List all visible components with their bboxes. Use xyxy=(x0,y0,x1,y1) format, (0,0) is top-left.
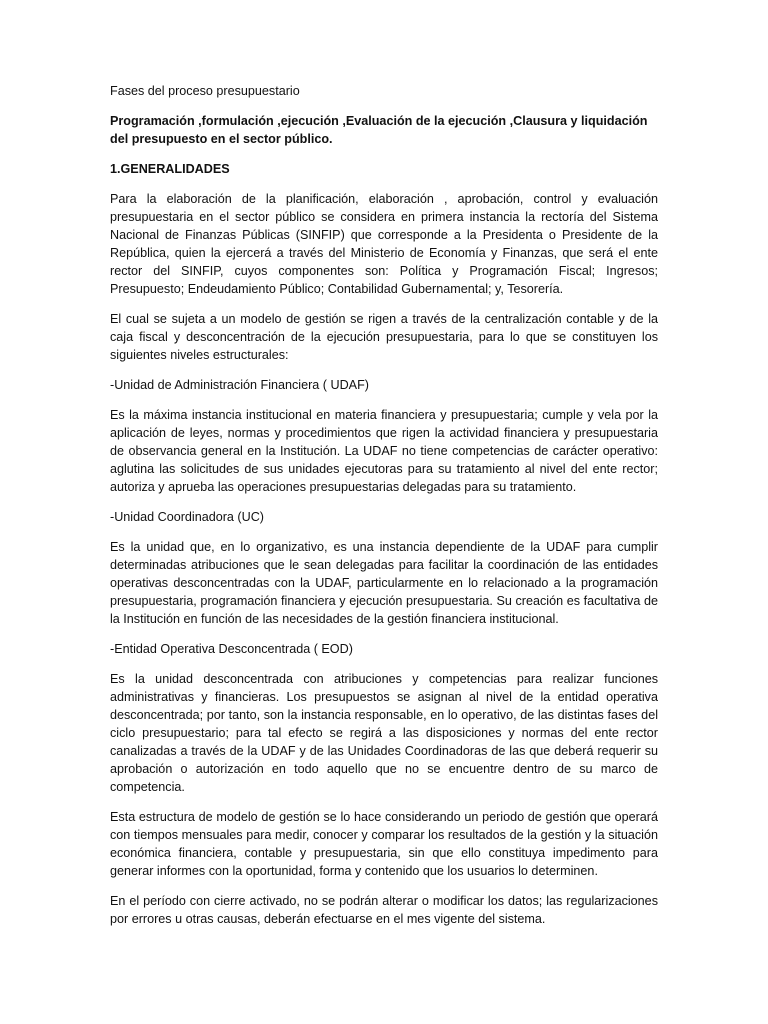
document-title: Fases del proceso presupuestario xyxy=(110,84,300,98)
document-page xyxy=(110,82,658,940)
paragraph-intro: Para la elaboración de la planificación, elaboración , aprobación, control y evaluación presupuestaria en el sector público se considera en primera instancia la rectoría del Sistema Nacional de Finanzas Públicas (SINFIP) que corresponde a la Presidenta o Presidente de la República, quien la ejercerá a través del Ministerio de Economía y Finanzas, que será el ente rector del SINFIP, cuyos componentes son: Política y Programación Fiscal; Ingresos; Presupuesto; Endeudamiento Público; Contabilidad Gubernamental; y, Tesorería. xyxy=(110,192,658,296)
section-heading-generalidades: 1.GENERALIDADES xyxy=(110,162,230,176)
unit-text-udaf: Es la máxima instancia institucional en materia financiera y presupuestaria; cumple y vela por la aplicación de leyes, normas y procedimientos que rigen la actividad financiera y presupuestaria de observancia general en la Institución. La UDAF no tiene competencias de carácter operativo: aglutina las solicitudes de sus unidades ejecutoras para su tratamiento al nivel del ente rector; autoriza y aprueba las operaciones presupuestarias delegadas para su tratamiento. xyxy=(110,408,658,494)
paragraph-structure: Esta estructura de modelo de gestión se lo hace considerando un periodo de gestión que operará con tiempos mensuales para medir, conocer y comparar los resultados de la gestión y la situación económica financiera, contable y presupuestaria, sin que ello constituya impedimento para generar informes con la oportunidad, forma y contenido que los usuarios lo determinen. xyxy=(110,810,658,878)
paragraph-closing: En el período con cierre activado, no se podrán alterar o modificar los datos; las regularizaciones por errores u otras causas, deberán efectuarse en el mes vigente del sistema. xyxy=(110,894,658,926)
unit-heading-uc: -Unidad Coordinadora (UC) xyxy=(110,510,264,524)
unit-text-uc: Es la unidad que, en lo organizativo, es una instancia dependiente de la UDAF para cumplir determinadas atribuciones que le sean delegadas para facilitar la coordinación de las entidades operativas desconcentradas con la UDAF, particularmente en lo relacionado a la programación presupuestaria, programación financiera y ejecución presupuestaria. Su creación es facultativa de la Institución en función de las necesidades de la gestión financiera institucional. xyxy=(110,540,658,626)
unit-heading-udaf: -Unidad de Administración Financiera ( UDAF) xyxy=(110,378,369,392)
paragraph-model: El cual se sujeta a un modelo de gestión se rigen a través de la centralización contable y de la caja fiscal y desconcentración de la ejecución presupuestaria, para lo que se constituyen los siguientes niveles estructurales: xyxy=(110,312,658,362)
unit-text-eod: Es la unidad desconcentrada con atribuciones y competencias para realizar funciones administrativas y financieras. Los presupuestos se asignan al nivel de la entidad operativa desconcentrada; por tanto, son la instancia responsable, en lo operativo, de las distintas fases del ciclo presupuestario; para tal efecto se regirá a las disposiciones y normas del ente rector canalizadas a través de la UDAF y de las Unidades Coordinadoras de las que deberá requerir su aprobación o autorización en todo aquello que no se encuentre dentro de su marco de competencia. xyxy=(110,672,658,794)
unit-heading-eod: -Entidad Operativa Desconcentrada ( EOD) xyxy=(110,642,353,656)
document-subtitle: Programación ,formulación ,ejecución ,Evaluación de la ejecución ,Clausura y liquidación del presupuesto en el sector público. xyxy=(110,114,648,146)
